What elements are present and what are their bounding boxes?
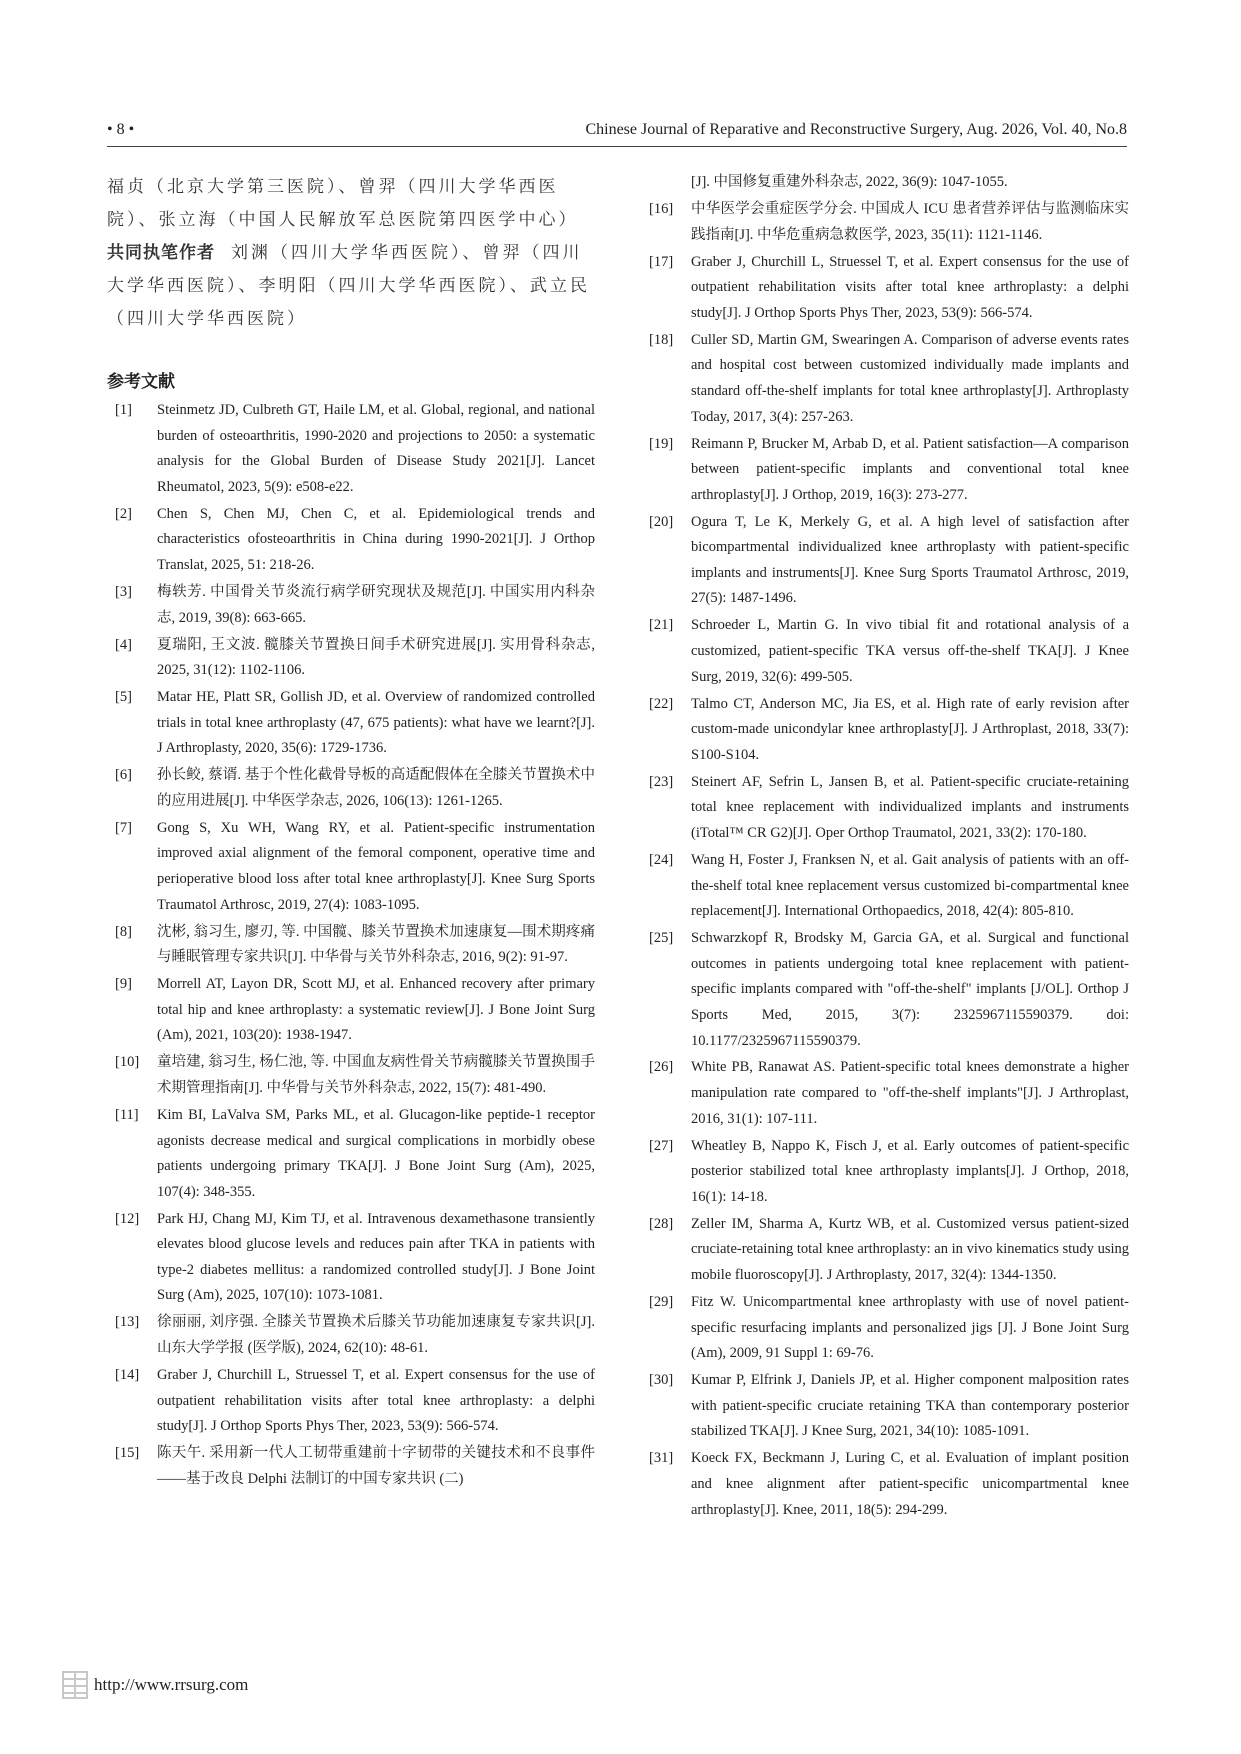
reference-number: [25] (649, 930, 674, 947)
authors-line: 院）、张立海（中国人民解放军总医院第四医学中心） (107, 210, 579, 229)
reference-text: Schroeder L, Martin G. In vivo tibial fit and rotational analysis of a customized, patient-specific TKA versus off-the-shelf TKA[J]. J Knee Surg, 2019, 32(6): 499-505. (691, 617, 1129, 685)
reference-number: [18] (649, 331, 674, 348)
reference-item (107, 1310, 595, 1361)
reference-item (107, 580, 595, 631)
reference-number: [11] (115, 1106, 139, 1123)
references-list-right (641, 197, 1129, 1523)
reference-number: [9] (115, 976, 132, 993)
reference-text: 童培建, 翁习生, 杨仁池, 等. 中国血友病性骨关节病髋膝关节置换围手术期管理指南[J]. 中华骨与关节外科杂志, 2022, 15(7): 481-490. (157, 1054, 595, 1096)
running-header (107, 118, 1127, 147)
reference-text: White PB, Ranawat AS. Patient-specific total knees demonstrate a higher manipulation rate compared to "off-the-shelf implants"[J]. J Arthroplast, 2016, 31(1): 107-111. (691, 1059, 1129, 1127)
reference-number: [10] (115, 1054, 140, 1071)
reference-text: Kim BI, LaValva SM, Parks ML, et al. Glucagon-like peptide-1 receptor agonists decrease medical and surgical complications in morbidly obese patients undergoing primary TKA[J]. J Bone Joint Surg (Am), 2025, 107(4): 348-355. (157, 1106, 595, 1200)
reference-item (641, 1134, 1129, 1211)
reference-number: [2] (115, 505, 132, 522)
authors-line: 大学华西医院）、李明阳（四川大学华西医院）、武立民 (107, 276, 590, 295)
reference-item (107, 398, 595, 500)
reference-text: 孙长鲛, 蔡谞. 基于个性化截骨导板的高适配假体在全膝关节置换术中的应用进展[J]. 中华医学杂志, 2026, 106(13): 1261-1265. (157, 767, 595, 809)
reference-number: [13] (115, 1314, 140, 1331)
reference-number: [17] (649, 253, 674, 270)
reference-text: Morrell AT, Layon DR, Scott MJ, et al. Enhanced recovery after primary total hip and knee arthroplasty: a systematic review[J]. J Bone Joint Surg (Am), 2021, 103(20): 1938-1947. (157, 976, 595, 1044)
reference-item (641, 613, 1129, 690)
reference-number: [12] (115, 1210, 140, 1227)
references-heading: 参考文献 (107, 372, 175, 391)
reference-item (107, 972, 595, 1049)
left-column (107, 170, 595, 1494)
reference-item (641, 1290, 1129, 1367)
reference-item (641, 328, 1129, 430)
reference-item (107, 1207, 595, 1309)
journal-logo-icon (62, 1670, 88, 1700)
references-list-left (107, 398, 595, 1492)
reference-number: [23] (649, 773, 674, 790)
reference-number: [21] (649, 617, 674, 634)
reference-text: Matar HE, Platt SR, Gollish JD, et al. Overview of randomized controlled trials in total knee arthroplasty (47, 675 patients): what have we learnt?[J]. J Arthroplasty, 2020, 35(6): 1729-1736. (157, 689, 595, 757)
reference-number: [20] (649, 513, 674, 530)
reference-number: [30] (649, 1372, 674, 1389)
reference-text: Steinert AF, Sefrin L, Jansen B, et al. Patient-specific cruciate-retaining total knee replacement with individualized implants and instruments (iTotal™ CR G2)[J]. Oper Orthop Traumatol, 2021, 33(2): 170-180. (691, 773, 1129, 841)
reference-text: Fitz W. Unicompartmental knee arthroplasty with use of novel patient-specific resurfacing implants and personalized jigs [J]. J Bone Joint Surg (Am), 2009, 91 Suppl 1: 69-76. (691, 1294, 1129, 1362)
reference-item (107, 633, 595, 684)
reference-text: Graber J, Churchill L, Struessel T, et al. Expert consensus for the use of outpatient rehabilitation visits after total knee arthroplasty: a delphi study[J]. J Orthop Sports Phys Ther, 2023, 53(9): 566-574. (691, 253, 1129, 321)
reference-text: Park HJ, Chang MJ, Kim TJ, et al. Intravenous dexamethasone transiently elevates blood glucose levels and reduces pain after TKA in patients with type-2 diabetes mellitus: a randomized controlled study[J]. J Bone Joint Surg (Am), 2025, 107(10): 1073-1081. (157, 1210, 595, 1304)
reference-number: [26] (649, 1059, 674, 1076)
reference-item (107, 685, 595, 762)
reference-number: [16] (649, 200, 674, 217)
reference-number: [14] (115, 1367, 140, 1384)
authors-line: 福贞（北京大学第三医院）、曾羿（四川大学华西医 (107, 177, 559, 196)
reference-item (641, 1055, 1129, 1132)
reference-item (641, 197, 1129, 248)
reference-item (107, 816, 595, 918)
reference-number: [1] (115, 402, 132, 418)
authors-block (107, 170, 595, 335)
reference-item (107, 763, 595, 814)
reference-item (641, 692, 1129, 769)
reference-number: [27] (649, 1137, 674, 1154)
reference-text: Zeller IM, Sharma A, Kurtz WB, et al. Customized versus patient-sized cruciate-retaining total knee arthroplasty: an in vivo kinematics study using mobile fluoroscopy[J]. J Arthroplasty, 2017, 32(4): 1344-1350. (691, 1215, 1129, 1284)
reference-item (107, 1441, 595, 1492)
co-authors-line (107, 236, 595, 269)
reference-number: [8] (115, 923, 132, 940)
authors-line: 刘渊（四川大学华西医院）、曾羿（四川 (231, 243, 583, 262)
journal-url[interactable]: http://www.rrsurg.com (94, 1675, 249, 1694)
reference-number: [15] (115, 1445, 140, 1462)
authors-line: （四川大学华西医院） (107, 309, 307, 328)
reference-item (107, 1363, 595, 1440)
reference-item (641, 770, 1129, 847)
reference-text: Wang H, Foster J, Franksen N, et al. Gait analysis of patients with an off-the-shelf total knee replacement versus customized bi-compartmental knee replacement[J]. International Orthopaedics, 2018, 42(4): 805-810. (691, 851, 1129, 920)
reference-text: Gong S, Xu WH, Wang RY, et al. Patient-specific instrumentation improved axial alignment of the femoral component, operative time and perioperative blood loss after total knee arthroplasty[J]. Knee Surg Sports Traumatol Arthrosc, 2019, 27(4): 1083-1095. (157, 819, 595, 913)
reference-item (107, 920, 595, 971)
reference-text: 梅轶芳. 中国骨关节炎流行病学研究现状及规范[J]. 中国实用内科杂志, 2019, 39(8): 663-665. (157, 583, 595, 626)
journal-citation: Chinese Journal of Reparative and Reconstructive Surgery, Aug. 2026, Vol. 40, No.8 (585, 121, 1127, 138)
reference-item (641, 432, 1129, 509)
reference-text: Chen S, Chen MJ, Chen C, et al. Epidemiological trends and characteristics ofosteoarthritis in China during 1990-2021[J]. J Orthop Translat, 2025, 51: 218-26. (157, 505, 595, 573)
reference-text: 沈彬, 翁习生, 廖刃, 等. 中国髋、膝关节置换术加速康复—围术期疼痛与睡眠管理专家共识[J]. 中华骨与关节外科杂志, 2016, 9(2): 91-97. (157, 923, 595, 966)
reference-text: Graber J, Churchill L, Struessel T, et al. Expert consensus for the use of outpatient rehabilitation visits after total knee arthroplasty: a delphi study[J]. J Orthop Sports Phys Ther, 2023, 53(9): 566-574. (157, 1367, 595, 1435)
reference-number: [3] (115, 583, 132, 600)
reference-item (107, 1050, 595, 1101)
reference-item (641, 1446, 1129, 1523)
reference-text: 徐丽丽, 刘序强. 全膝关节置换术后膝关节功能加速康复专家共识[J]. 山东大学学报 (医学版), 2024, 62(10): 48-61. (157, 1314, 595, 1357)
reference-text: Ogura T, Le K, Merkely G, et al. A high level of satisfaction after bicompartmental individualized knee arthroplasty with patient-specific implants and instruments[J]. Knee Surg Sports Traumatol Arthrosc, 2019, 27(5): 1487-1496. (691, 513, 1129, 607)
reference-number: [24] (649, 851, 674, 868)
reference-item (641, 250, 1129, 327)
reference-item (107, 502, 595, 579)
reference-item (641, 1368, 1129, 1445)
footer (62, 1670, 248, 1700)
reference-item (641, 510, 1129, 612)
reference-number: [29] (649, 1294, 674, 1310)
reference-text: Culler SD, Martin GM, Swearingen A. Comparison of adverse events rates and hospital cost between customized individually made implants and standard off-the-shelf implants for total knee arthroplasty[J]. Arthroplasty Today, 2017, 3(4): 257-263. (691, 331, 1129, 425)
reference-item (641, 1212, 1129, 1289)
page-number: • 8 • (107, 121, 135, 138)
right-column (641, 170, 1129, 1525)
reference-continuation: [J]. 中国修复重建外科杂志, 2022, 36(9): 1047-1055. (691, 174, 1008, 190)
co-authors-label: 共同执笔作者 (107, 243, 215, 262)
reference-number: [6] (115, 767, 132, 784)
reference-text: 夏瑞阳, 王文波. 髋膝关节置换日间手术研究进展[J]. 实用骨科杂志, 2025, 31(12): 1102-1106. (157, 636, 595, 679)
reference-text: Schwarzkopf R, Brodsky M, Garcia GA, et al. Surgical and functional outcomes in patients undergoing total knee replacement with patient-specific implants compared with "off-the-shelf" implants [J/OL]. Orthop J Sports Med, 2015, 3(7): 2325967115590379. doi: 10.1177/2325967115590379. (691, 930, 1129, 1049)
reference-number: [31] (649, 1450, 674, 1467)
reference-text: 陈天午. 采用新一代人工韧带重建前十字韧带的关键技术和不良事件——基于改良 Delphi 法制订的中国专家共识 (二) (157, 1445, 595, 1487)
reference-text: Reimann P, Brucker M, Arbab D, et al. Patient satisfaction—A comparison between patient-specific implants and conventional total knee arthroplasty[J]. J Orthop, 2019, 16(3): 273-277. (691, 435, 1129, 503)
reference-item (107, 1103, 595, 1205)
reference-number: [5] (115, 689, 132, 706)
reference-number: [7] (115, 819, 132, 836)
reference-text: Steinmetz JD, Culbreth GT, Haile LM, et al. Global, regional, and national burden of osteoarthritis, 1990-2020 and projections to 2050: a systematic analysis for the Global Burden of Disease Study 2021[J]. Lancet Rheumatol, 2023, 5(9): e508-e22. (157, 402, 595, 495)
reference-text: Koeck FX, Beckmann J, Luring C, et al. Evaluation of implant position and knee alignment after patient-specific unicompartmental knee arthroplasty[J]. Knee, 2011, 18(5): 294-299. (691, 1450, 1129, 1518)
reference-number: [4] (115, 636, 132, 653)
reference-text: Talmo CT, Anderson MC, Jia ES, et al. High rate of early revision after custom-made unicondylar knee arthroplasty[J]. J Arthroplast, 2018, 33(7): S100-S104. (691, 695, 1129, 763)
reference-text: Kumar P, Elfrink J, Daniels JP, et al. Higher component malposition rates with patient-specific cruciate retaining TKA than contemporary posterior stabilized TKA[J]. J Knee Surg, 2021, 34(10): 1085-1091. (691, 1372, 1129, 1440)
reference-item (641, 848, 1129, 925)
reference-number: [19] (649, 435, 674, 452)
reference-item (641, 926, 1129, 1054)
reference-number: [28] (649, 1215, 674, 1232)
reference-number: [22] (649, 695, 674, 712)
reference-text: 中华医学会重症医学分会. 中国成人 ICU 患者营养评估与监测临床实践指南[J]. 中华危重病急救医学, 2023, 35(11): 1121-1146. (691, 200, 1129, 243)
reference-text: Wheatley B, Nappo K, Fisch J, et al. Early outcomes of patient-specific posterior stabilized total knee arthroplasty implants[J]. J Orthop, 2018, 16(1): 14-18. (691, 1137, 1129, 1205)
